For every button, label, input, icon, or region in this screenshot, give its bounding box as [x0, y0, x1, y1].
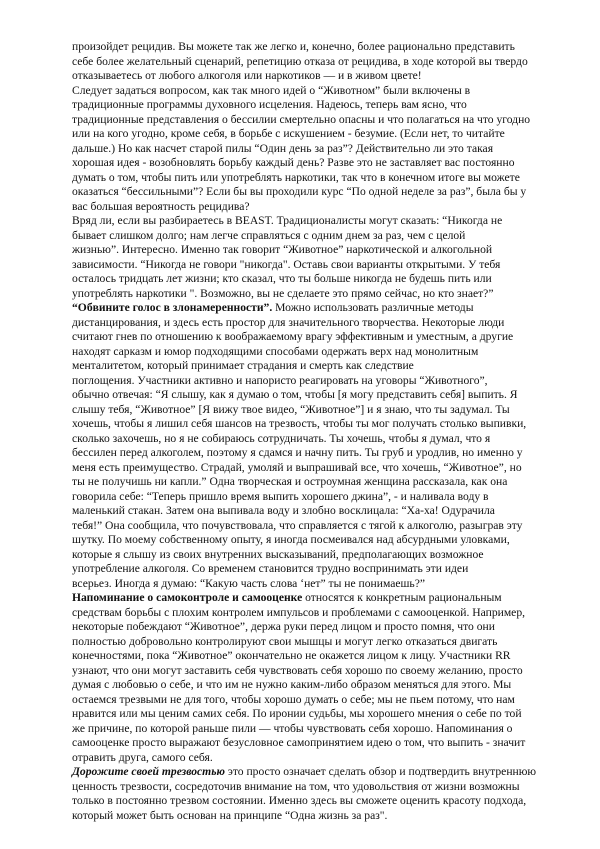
section-heading: Напоминание о самоконтроле и самооценке	[72, 591, 303, 604]
line-text: думать о том, чтобы пить или употреблять наркотики, так что в конечном итоге вы можете	[72, 170, 520, 184]
line-text: всерьез. Иногда я думаю: “Какую часть слова ‘нет” ты не понимаешь?”	[72, 576, 425, 590]
line-text: оказаться “бессильными”? Если бы вы проходили курс “По одной неделе за раз”, была бы у	[72, 185, 527, 198]
line-text: себе более желательный сценарий, репетицию отказа от рецидива, в ходе которой вы твердо	[72, 54, 528, 68]
line-text: Следует задаться вопросом, как так много идей о “Животном” были включены в	[72, 83, 471, 97]
text-line	[72, 722, 554, 737]
line-text: употреблять наркотики ". Возможно, вы не сделаете это прямо сейчас, но кто знает?”	[72, 286, 494, 300]
text-line	[72, 127, 554, 142]
text-line	[72, 519, 554, 534]
text-line	[72, 243, 554, 258]
line-text: жизнью”. Интересно. Именно так говорит “Животное” наркотической и алкогольной	[72, 243, 493, 256]
text-line	[72, 736, 554, 751]
line-text: Вряд ли, если вы разбираетесь в BEAST. Традиционалисты могут сказать: “Никогда не	[72, 214, 503, 227]
line-text: маленький стакан. Затем она выпивала воду и злобно восклицала: “Ха-ха! Одурачила	[72, 504, 495, 517]
text-line	[72, 330, 554, 345]
line-text: узнают, что они могут заставить себя чувствовать себя хорошо по своему желанию, просто	[72, 663, 523, 677]
line-text: дистанцирования, и здесь есть простор для значительного творчества. Некоторые люди	[72, 315, 505, 329]
line-text: говорила себе: “Теперь пришло время выпить хорошего джина”, - и наливала воду в	[72, 489, 489, 503]
text-line	[72, 55, 554, 70]
text-line	[72, 316, 554, 331]
line-text: менталитетом, который принимает страдания и смерть как следствие	[72, 359, 414, 372]
text-line	[72, 229, 554, 244]
text-line	[72, 461, 554, 476]
text-line	[72, 649, 554, 664]
text-line	[72, 809, 554, 824]
text-line	[72, 707, 554, 722]
text-line	[72, 504, 554, 519]
line-text: произойдет рецидив. Вы можете так же легко и, конечно, более рационально представить	[72, 40, 515, 53]
line-text: традиционные представления о бессилии смертельно опасны и что полагаться на что угодно	[72, 112, 531, 126]
text-line	[72, 780, 554, 795]
line-text: зависимости. “Никогда не говори "никогда". Оставь свои варианты открытыми. У тебя	[72, 257, 501, 271]
text-line	[72, 287, 554, 302]
line-text: полностью добровольно контролируют свои мышцы и могут легко отказаться двигать	[72, 634, 498, 648]
text-line	[72, 359, 554, 374]
line-text: некоторые побеждают “Животное”, держа руки перед лицом и просто помня, что они	[72, 620, 495, 633]
line-text: средствам борьбы с плохим контролем импульсов и проблемами с самооценкой. Например,	[72, 605, 526, 619]
line-text: тебя!” Она сообщила, что почувствовала, что справляется с тягой к алкоголю, разыграв эту	[72, 518, 523, 532]
text-line	[72, 794, 554, 809]
line-text: ценность трезвости, сосредоточив внимание на том, что удовольствия от жизни возможны	[72, 779, 520, 793]
paragraph	[72, 40, 554, 84]
text-line	[72, 388, 554, 403]
text-line	[72, 113, 554, 128]
line-text: который может быть основан на принципе “Одна жизнь за раз".	[72, 808, 388, 822]
text-line	[72, 432, 554, 447]
line-text: хочешь, чтобы я лишил себя шансов на трезвость, чтобы ты мог получать столько выпивки,	[72, 417, 527, 430]
line-text: дальше.) Но как насчет старой пилы “Один день за раз”? Действительно ли это такая	[72, 141, 494, 155]
line-text: конечностями, пока “Животное” окончательно не окажется лицом к лицу. Участники RR	[72, 649, 511, 662]
paragraph	[72, 214, 554, 301]
line-text: обычно отвечая: “Я слышу, как я думаю о том, чтобы [я могу представить себя] выпить. Я	[72, 388, 518, 401]
line-text: остаемся трезвыми не для того, чтобы хорошо думать о себе; мы не пьем потому, что нам	[72, 692, 515, 706]
text-line	[72, 606, 554, 621]
paragraph	[72, 765, 554, 823]
line-text: употребление алкоголя. Со временем становится трудно воспринимать эти идеи	[72, 562, 469, 575]
section-heading: Дорожите своей трезвостью	[72, 765, 225, 778]
line-text: сколько захочешь, но я не собираюсь сотрудничать. Ты хочешь, чтобы я думал, что я	[72, 431, 491, 445]
text-line	[72, 446, 554, 461]
line-text: осталось тридцать лет жизни; кто сказал, что ты больше никогда не будешь пить или	[72, 272, 492, 285]
line-text: бывает слишком долго; нам легче справляться с одним днем за раз, чем с целой	[72, 228, 466, 242]
text-line	[72, 40, 554, 55]
text-line	[72, 84, 554, 99]
line-text: вас большая вероятность рецидива?	[72, 199, 250, 213]
line-text: самооценке просто выражают безусловное самопринятием идею о том, что выпить - значит	[72, 736, 526, 749]
text-line	[72, 490, 554, 505]
text-line	[72, 533, 554, 548]
line-text: шутку. По моему собственному опыту, я иногда посмеивался над абсурдными уловками,	[72, 533, 510, 546]
line-text: отказываетесь от любого алкоголя или наркотиков — и в живом цвете!	[72, 69, 422, 82]
section-heading: “Обвините голос в злонамеренности”.	[72, 301, 273, 314]
text-line	[72, 374, 554, 389]
text-line	[72, 693, 554, 708]
text-line	[72, 258, 554, 273]
text-line	[72, 403, 554, 418]
text-line	[72, 69, 554, 84]
text-line	[72, 156, 554, 171]
text-line	[72, 678, 554, 693]
text-line	[72, 214, 554, 229]
text-line	[72, 751, 554, 766]
line-text: находят сарказм и юмор подходящими способами одержать верх над монолитным	[72, 344, 479, 358]
text-line	[72, 272, 554, 287]
text-line	[72, 635, 554, 650]
line-text: хорошая идея - возобновлять борьбу каждый день? Разве это не заставляет вас постоянно	[72, 156, 515, 169]
line-text: поглощения. Участники активно и напористо реагировать на уговоры “Животного”,	[72, 373, 488, 387]
text-line	[72, 577, 554, 592]
line-text: Можно использовать различные методы	[272, 301, 474, 314]
text-line	[72, 171, 554, 186]
text-line	[72, 591, 554, 606]
text-line	[72, 185, 554, 200]
line-text: слышу тебя, “Животное” [Я вижу твое видео, “Животное”] и я знаю, что ты задумал. Ты	[72, 402, 510, 416]
line-text: относятся к конкретным рациональным	[302, 591, 502, 604]
text-line	[72, 475, 554, 490]
line-text: считают гнев по отношению к воображаемому врагу эффективным и уместным, а другие	[72, 330, 514, 343]
paragraph	[72, 84, 554, 215]
line-text: традиционные программы духовного исцеления. Надеюсь, теперь вам ясно, что	[72, 98, 467, 111]
line-text: же причине, по которой раньше пили — чтобы чувствовать себя хорошо. Напоминания о	[72, 721, 513, 735]
text-line	[72, 620, 554, 635]
text-line	[72, 142, 554, 157]
text-line	[72, 301, 554, 316]
text-line	[72, 562, 554, 577]
text-line	[72, 345, 554, 360]
line-text: нравится или мы ценим самих себя. По иронии судьбы, мы хорошего мнения о себе по той	[72, 707, 522, 720]
text-line	[72, 765, 554, 780]
line-text: ты не получишь ни капли.” Одна творческая и остроумная женщина рассказала, как она	[72, 475, 508, 488]
line-text: это просто означает сделать обзор и подтвердить внутреннюю	[224, 765, 537, 778]
paragraph	[72, 591, 554, 765]
text-line	[72, 548, 554, 563]
line-text: бессилен перед алкоголем, поэтому я сдамся и начну пить. Ты груб и уродлив, но именно у	[72, 446, 523, 459]
text-line	[72, 664, 554, 679]
line-text: которые я слышу из своих внутренних высказываний, предполагающих возможное	[72, 547, 484, 561]
line-text: думая с любовью о себе, и что им не нужно каким-либо образом меняться для этого. Мы	[72, 678, 512, 691]
line-text: отравить друга, самого себя.	[72, 750, 213, 764]
text-line	[72, 417, 554, 432]
line-text: или на кого угодно, кроме себя, в борьбе с искушением - безумие. (Если нет, то читайте	[72, 127, 505, 140]
line-text: только в постоянно трезвом состоянии. Именно здесь вы сможете оценить красоту подхода,	[72, 794, 527, 807]
paragraph	[72, 301, 554, 591]
text-line	[72, 200, 554, 215]
line-text: меня есть преимущество. Страдай, умоляй и выпрашивай все, что хочешь, “Животное”, но	[72, 460, 522, 474]
text-line	[72, 98, 554, 113]
